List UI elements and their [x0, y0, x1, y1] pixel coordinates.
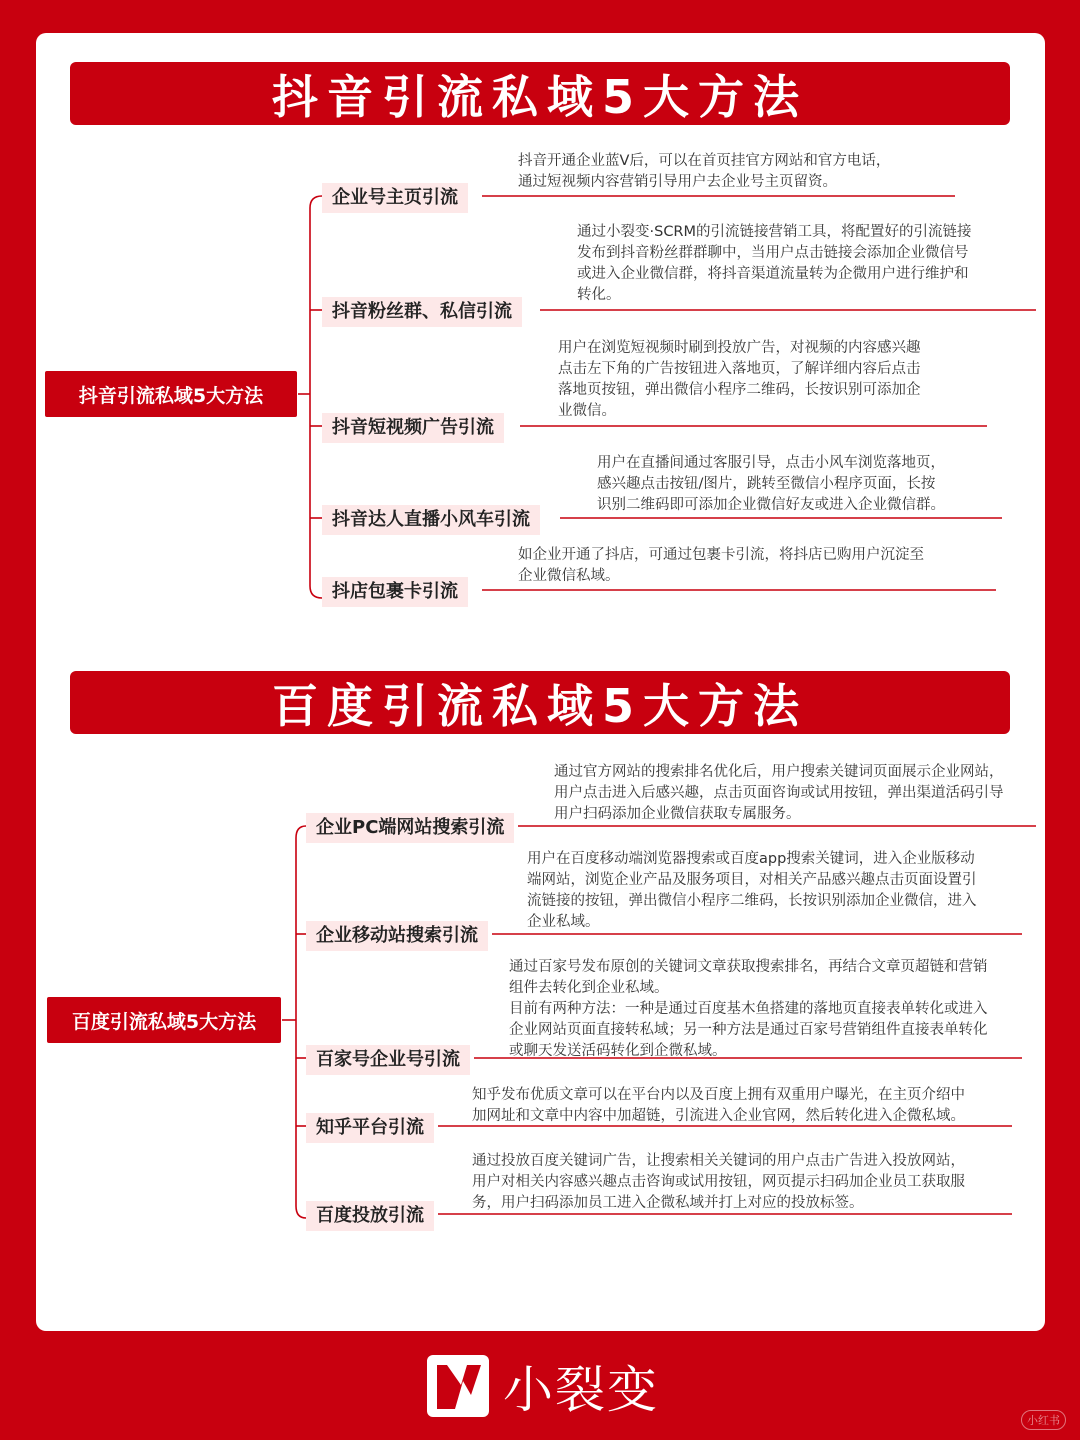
connector-baidu-spine	[296, 826, 306, 1218]
connector-douyin-spine	[310, 196, 322, 598]
douyin-branch-label-4: 抖音达人直播小风车引流	[322, 505, 540, 535]
douyin-branch-desc-4	[597, 453, 945, 516]
watermark-badge: 小红书	[1021, 1410, 1066, 1430]
douyin-branch-desc-text-1: 抖音开通企业蓝V后，可以在首页挂官方网站和官方电话， 通过短视频内容营销引导用户去企业号主页留资。	[518, 153, 891, 190]
douyin-branch-desc-text-4: 用户在直播间通过客服引导，点击小风车浏览落地页， 感兴趣点击按钮/图片，跳转至微信小程序页面，长按 识别二维码即可添加企业微信好友或进入企业微信群。	[597, 455, 945, 513]
lightning-bolt-icon	[427, 1355, 489, 1417]
baidu-branch-desc-2	[527, 849, 977, 933]
baidu-branch-desc-text-1: 通过官方网站的搜索排名优化后，用户搜索关键词页面展示企业网站， 用户点击进入后感兴趣，点击页面咨询或试用按钮，弹出渠道活码引导 用户扫码添加企业微信获取专属服务。	[554, 764, 1004, 822]
baidu-branch-label-5: 百度投放引流	[306, 1201, 434, 1231]
baidu-root-node: 百度引流私域5大方法	[47, 997, 281, 1043]
baidu-branch-label-4: 知乎平台引流	[306, 1113, 434, 1143]
douyin-branch-label-2: 抖音粉丝群、私信引流	[322, 297, 522, 327]
baidu-branch-desc-text-4: 知乎发布优质文章可以在平台内以及百度上拥有双重用户曝光，在主页介绍中 加网址和文章中内容中加超链，引流进入企业官网，然后转化进入企微私域。	[472, 1087, 965, 1124]
douyin-branch-desc-text-2: 通过小裂变·SCRM的引流链接营销工具，将配置好的引流链接 发布到抖音粉丝群群聊中，当用户点击链接会添加企业微信号 或进入企业微信群，将抖音渠道流量转为企微用户进行维护和 转化。	[577, 224, 972, 303]
douyin-branch-desc-text-3: 用户在浏览短视频时刷到投放广告，对视频的内容感兴趣 点击左下角的广告按钮进入落地页，了解详细内容后点击 落地页按钮，弹出微信小程序二维码，长按识别可添加企 业微信。	[558, 340, 921, 419]
douyin-branch-desc-3	[558, 338, 921, 422]
baidu-branch-label-2: 企业移动站搜索引流	[306, 921, 488, 951]
baidu-branch-desc-1	[554, 762, 1004, 825]
douyin-branch-desc-text-5: 如企业开通了抖店，可通过包裹卡引流，将抖店已购用户沉淀至 企业微信私域。	[518, 547, 924, 584]
douyin-banner-title: 抖音引流私域5大方法	[70, 62, 1010, 125]
baidu-branch-desc-text-3: 通过百家号发布原创的关键词文章获取搜索排名，再结合文章页超链和营销 组件去转化到企业私域。 目前有两种方法：一种是通过百度基木鱼搭建的落地页直接表单转化或进入 企业网站页面直接转私域；另一种方法是通过百家号营销组件直接表单转化 或聊天发送活码转化到企微私域。	[509, 959, 988, 1059]
douyin-branch-desc-2	[577, 222, 972, 306]
douyin-branch-label-1: 企业号主页引流	[322, 183, 468, 213]
brand-name: 小裂变	[503, 1361, 659, 1419]
baidu-banner-title: 百度引流私域5大方法	[70, 671, 1010, 734]
baidu-branch-desc-4	[472, 1085, 965, 1127]
baidu-branch-desc-text-5: 通过投放百度关键词广告，让搜索相关关键词的用户点击广告进入投放网站， 用户对相关内容感兴趣点击咨询或试用按钮，网页提示扫码加企业员工获取服 务，用户扫码添加员工进入企微私域并打上对应的投放标签。	[472, 1153, 965, 1211]
baidu-branch-label-3: 百家号企业号引流	[306, 1045, 470, 1075]
douyin-root-node: 抖音引流私域5大方法	[45, 371, 297, 417]
baidu-branch-label-1: 企业PC端网站搜索引流	[306, 813, 514, 843]
douyin-branch-label-5: 抖店包裹卡引流	[322, 577, 468, 607]
douyin-branch-desc-1	[518, 151, 890, 193]
baidu-branch-desc-3	[509, 957, 988, 1062]
douyin-branch-label-3: 抖音短视频广告引流	[322, 413, 504, 443]
douyin-branch-desc-5	[518, 545, 924, 587]
baidu-branch-desc-5	[472, 1151, 965, 1214]
baidu-branch-desc-text-2: 用户在百度移动端浏览器搜索或百度app搜索关键词，进入企业版移动 端网站，浏览企业产品及服务项目，对相关产品感兴趣点击页面设置引 流链接的按钮，弹出微信小程序二维码，长按识别添加企业微信，进入 企业私域。	[527, 851, 977, 930]
brand-logo	[427, 1350, 659, 1422]
